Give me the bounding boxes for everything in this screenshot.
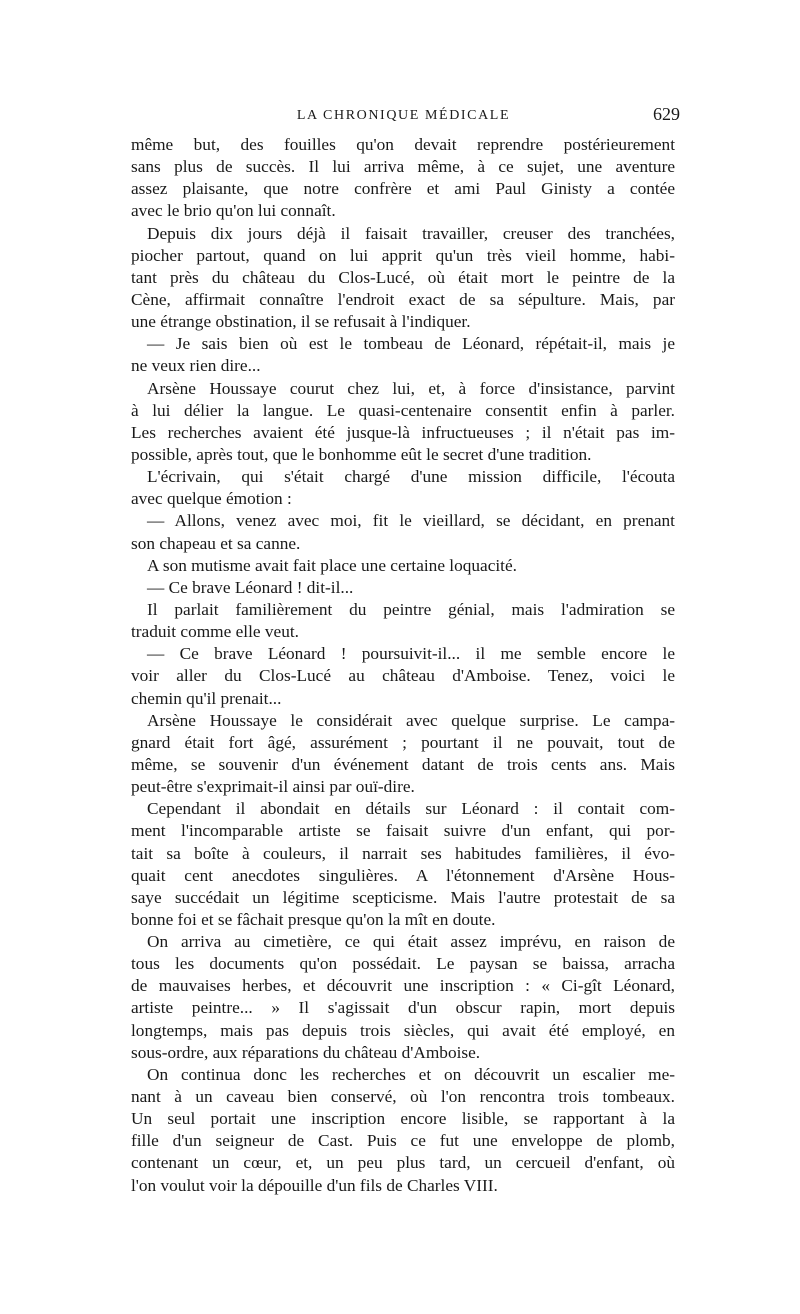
text-line: tait sa boîte à couleurs, il narrait ses habitudes familières, il évo-	[131, 843, 675, 863]
text-line: tant près du château du Clos-Lucé, où était mort le peintre de la	[131, 267, 675, 287]
text-line: nant à un caveau bien conservé, où l'on rencontra trois tombeaux.	[131, 1087, 675, 1107]
text-line: L'écrivain, qui s'était chargé d'une mission difficile, l'écouta	[147, 467, 675, 487]
text-line: de mauvaises herbes, et découvrit une inscription : « Ci-gît Léonard,	[131, 976, 675, 996]
text-line: On continua donc les recherches et on découvrit un escalier me-	[147, 1064, 675, 1084]
text-line: avec quelque émotion :	[131, 489, 292, 509]
text-line: quait cent anecdotes singulières. A l'étonnement d'Arsène Hous-	[131, 865, 675, 885]
text-line: Cène, affirmait connaître l'endroit exact de sa sépulture. Mais, par	[131, 289, 675, 309]
text-line: On arriva au cimetière, ce qui était assez imprévu, en raison de	[147, 932, 675, 952]
text-line: bonne foi et se fâchait presque qu'on la mît en doute.	[131, 909, 496, 929]
text-line: sous-ordre, aux réparations du château d'Amboise.	[131, 1042, 481, 1062]
text-line: tous les documents qu'on possédait. Le paysan se baissa, arracha	[131, 954, 675, 974]
text-line: fille d'un seigneur de Cast. Puis ce fut une enveloppe de plomb,	[131, 1131, 675, 1151]
body-text	[131, 134, 675, 1197]
text-line: longtemps, mais pas depuis trois siècles, qui avait été employé, en	[131, 1020, 675, 1040]
text-line: une étrange obstination, il se refusait à l'indiquer.	[131, 312, 471, 332]
text-line: avec le brio qu'on lui connaît.	[131, 201, 336, 221]
text-line: piocher partout, quand on lui apprit qu'un très vieil homme, habi-	[131, 245, 675, 265]
text-line: — Ce brave Léonard ! poursuivit-il... il me semble encore le	[147, 644, 675, 664]
text-line: gnard était fort âgé, assurément ; pourtant il ne pouvait, tout de	[131, 732, 675, 752]
text-line: Arsène Houssaye le considérait avec quelque surprise. Le campa-	[147, 710, 675, 730]
text-line: Arsène Houssaye courut chez lui, et, à force d'insistance, parvint	[147, 378, 675, 398]
text-line: possible, après tout, que le bonhomme eût le secret d'une tradition.	[131, 444, 592, 464]
text-line: ment l'incomparable artiste se faisait suivre d'un enfant, qui por-	[131, 821, 675, 841]
text-line: saye succédait un légitime scepticisme. Mais l'autre protestait de sa	[131, 887, 675, 907]
text-line: l'on voulut voir la dépouille d'un fils de Charles VIII.	[131, 1175, 498, 1195]
text-line: sans plus de succès. Il lui arriva même, à ce sujet, une aventure	[131, 157, 675, 177]
text-line: ne veux rien dire...	[131, 356, 261, 376]
text-line: Il parlait familièrement du peintre génial, mais l'admiration se	[147, 599, 675, 619]
text-line: son chapeau et sa canne.	[131, 533, 301, 553]
page-header	[131, 104, 680, 130]
text-line: Depuis dix jours déjà il faisait travailler, creuser des tranchées,	[147, 223, 675, 243]
text-line: assez plaisante, que notre confrère et ami Paul Ginisty a contée	[131, 179, 675, 199]
text-line: voir aller du Clos-Lucé au château d'Amboise. Tenez, voici le	[131, 666, 675, 686]
running-title: LA CHRONIQUE MÉDICALE	[296, 108, 511, 123]
text-line: même, se souvenir d'un événement datant de trois cents ans. Mais	[131, 754, 675, 774]
text-line: chemin qu'il prenait...	[131, 688, 282, 708]
text-line: Un seul portait une inscription encore lisible, se rapportant à la	[131, 1109, 675, 1129]
text-line: traduit comme elle veut.	[131, 622, 299, 642]
text-line: — Ce brave Léonard ! dit-il...	[147, 577, 354, 597]
text-line: Les recherches avaient été jusque-là infructueuses ; il n'était pas im-	[131, 422, 675, 442]
text-line: A son mutisme avait fait place une certaine loquacité.	[147, 555, 517, 575]
text-line: même but, des fouilles qu'on devait reprendre postérieurement	[131, 135, 675, 154]
text-line: Cependant il abondait en détails sur Léonard : il contait com-	[147, 799, 675, 819]
text-line: — Je sais bien où est le tombeau de Léonard, répétait-il, mais je	[147, 334, 675, 354]
text-line: à lui délier la langue. Le quasi-centenaire consentit enfin à parler.	[131, 400, 675, 420]
text-line: contenant un cœur, et, un peu plus tard, un cercueil d'enfant, où	[131, 1153, 675, 1173]
text-line: peut-être s'exprimait-il ainsi par ouï-dire.	[131, 777, 415, 797]
text-line: artiste peintre... » Il s'agissait d'un obscur rapin, mort depuis	[131, 998, 675, 1018]
page-number: 629	[653, 104, 680, 124]
text-line: — Allons, venez avec moi, fit le vieillard, se décidant, en prenant	[147, 511, 675, 531]
